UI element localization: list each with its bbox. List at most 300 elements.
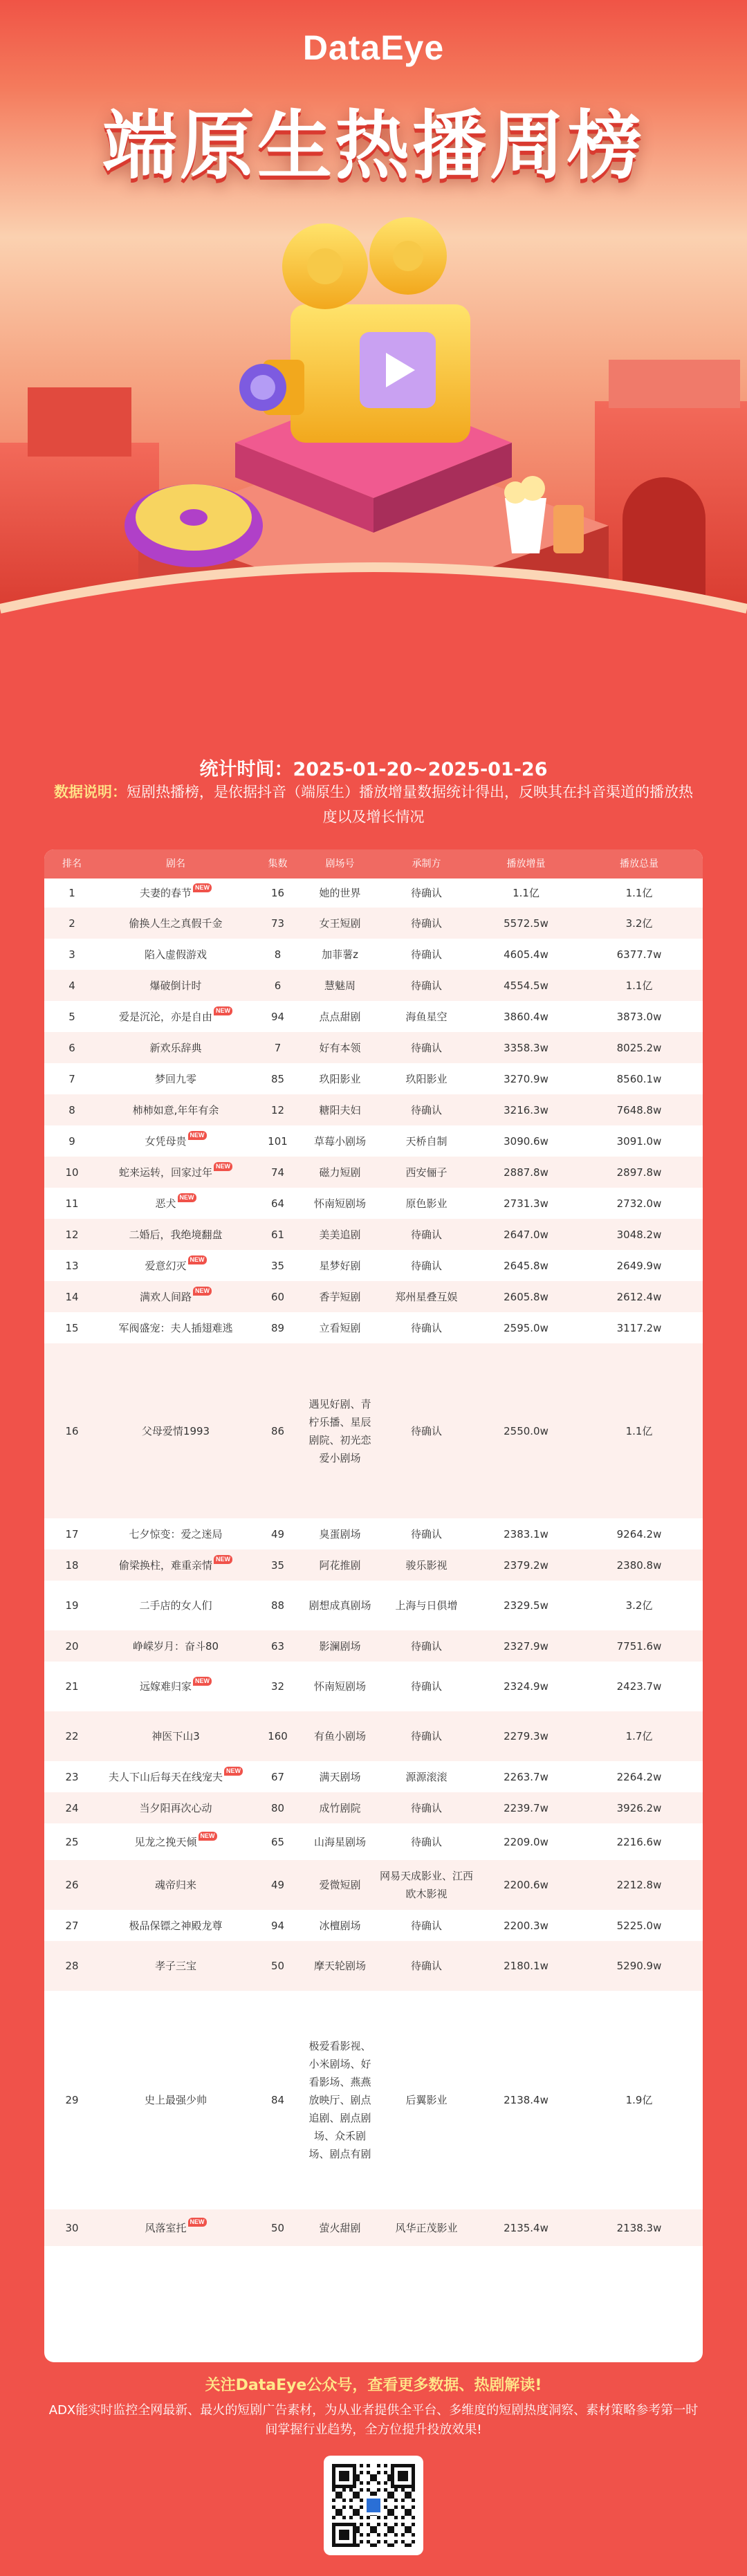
cell-play-total <box>575 2091 703 2109</box>
table-row <box>44 1662 703 1711</box>
cell-play-total <box>575 914 703 932</box>
cell-platform <box>304 1101 376 1119</box>
play-increase-text: 2550.0w <box>504 1424 548 1437</box>
table-row <box>44 1792 703 1823</box>
cell-platform <box>304 1319 376 1337</box>
cell-producer <box>376 1422 477 1440</box>
new-badge: NEW <box>188 2218 207 2227</box>
platform-text: 影澜剧场 <box>319 1639 361 1653</box>
table-row <box>44 1032 703 1063</box>
cell-title <box>100 1422 252 1440</box>
play-increase-text: 2209.0w <box>504 1835 548 1848</box>
episodes-text: 160 <box>268 1730 288 1742</box>
producer-text: 待确认 <box>410 1321 442 1334</box>
cell-play-increase <box>477 946 575 964</box>
producer-text: 待确认 <box>410 1730 442 1742</box>
cell-play-increase <box>477 1876 575 1894</box>
platform-text: 成竹剧院 <box>319 1801 361 1814</box>
cell-platform <box>304 1727 376 1745</box>
rank-text: 15 <box>65 1321 79 1334</box>
table-row <box>44 1941 703 1991</box>
cell-play-increase <box>477 1727 575 1745</box>
cell-episodes <box>252 1070 304 1088</box>
play-total-text: 3.2亿 <box>625 917 653 930</box>
cell-play-total <box>575 1525 703 1543</box>
table-body <box>44 878 703 2246</box>
episodes-text: 94 <box>270 1010 285 1023</box>
cell-platform <box>304 1525 376 1543</box>
producer-text: 待确认 <box>410 1103 442 1116</box>
rank-text: 14 <box>65 1290 79 1303</box>
play-total-text: 8025.2w <box>616 1041 662 1054</box>
platform-text: 香芋短剧 <box>319 1290 361 1303</box>
cell-rank <box>44 1799 100 1817</box>
platform-text: 星梦好剧 <box>319 1259 361 1272</box>
cell-play-total <box>575 1876 703 1894</box>
cell-play-increase <box>477 2219 575 2237</box>
cell-producer <box>376 1226 477 1244</box>
episodes-text: 6 <box>274 979 282 992</box>
cell-play-increase <box>477 1677 575 1695</box>
episodes-text: 84 <box>270 2094 285 2106</box>
col-producer: 承制方 <box>412 858 441 870</box>
col-title: 剧名 <box>166 858 185 870</box>
play-increase-text: 4605.4w <box>504 948 548 961</box>
play-increase-text: 2605.8w <box>504 1290 548 1303</box>
title-text: 军阀盛宠：夫人插翅难逃 <box>118 1321 233 1334</box>
table-row <box>44 1343 703 1518</box>
qr-code[interactable] <box>324 2456 423 2555</box>
period-label: 统计时间： <box>199 759 293 780</box>
page-title: 端原生热播周榜 <box>102 103 645 190</box>
play-increase-text: 5572.5w <box>504 917 548 930</box>
play-increase-text: 2383.1w <box>504 1527 548 1540</box>
producer-text: 待确认 <box>410 948 442 961</box>
cell-episodes <box>252 1257 304 1275</box>
title-text: 新欢乐辞典 <box>149 1041 202 1054</box>
play-increase-text: 2263.7w <box>504 1770 548 1783</box>
cell-play-total <box>575 1768 703 1786</box>
platform-text: 摩天轮剧场 <box>313 1960 366 1972</box>
play-increase-text: 3270.9w <box>504 1072 548 1085</box>
cell-title <box>100 1677 252 1695</box>
cell-platform <box>304 1677 376 1695</box>
cell-platform <box>304 1876 376 1894</box>
cell-rank <box>44 1226 100 1244</box>
cell-platform <box>304 1070 376 1088</box>
episodes-text: 73 <box>270 917 285 930</box>
episodes-text: 80 <box>270 1801 285 1814</box>
hero-banner <box>0 0 747 719</box>
cell-producer <box>376 1917 477 1935</box>
title-text: 远嫁难归家 <box>139 1680 192 1693</box>
platform-text: 剧想成真剧场 <box>308 1599 371 1612</box>
cell-episodes <box>252 1637 304 1655</box>
cell-platform <box>304 1008 376 1026</box>
play-total-text: 2264.2w <box>616 1770 662 1783</box>
table-row <box>44 1711 703 1761</box>
cell-play-increase <box>477 914 575 932</box>
cell-play-increase <box>477 977 575 995</box>
cell-platform <box>304 1163 376 1181</box>
period-value: 2025-01-20~2025-01-26 <box>293 759 548 780</box>
cell-play-total <box>575 1132 703 1150</box>
play-increase-text: 1.1亿 <box>513 887 540 899</box>
cell-title <box>100 1008 252 1026</box>
cell-title <box>100 1917 252 1935</box>
footer-cta: 关注DataEye公众号，查看更多数据、热剧解读! <box>205 2377 542 2394</box>
cell-title <box>100 914 252 932</box>
cell-platform <box>304 914 376 932</box>
desc-label: 数据说明： <box>54 784 127 800</box>
platform-text: 她的世界 <box>319 887 361 899</box>
table-row <box>44 1991 703 2209</box>
cell-title <box>100 1957 252 1975</box>
cell-play-total <box>575 977 703 995</box>
platform-text: 点点甜剧 <box>319 1010 361 1023</box>
rank-text: 2 <box>68 917 75 930</box>
play-total-text: 2216.6w <box>616 1835 662 1848</box>
cell-play-increase <box>477 1226 575 1244</box>
cell-rank <box>44 1957 100 1975</box>
platform-text: 山海星剧场 <box>313 1835 366 1848</box>
cell-episodes <box>252 1727 304 1745</box>
stat-period <box>0 754 747 781</box>
platform-text: 磁力短剧 <box>319 1166 361 1179</box>
cell-play-total <box>575 1597 703 1614</box>
play-increase-text: 2279.3w <box>504 1730 548 1742</box>
producer-text: 网易天成影业、江西欧木影视 <box>379 1870 473 1900</box>
platform-text: 冰檀剧场 <box>319 1919 361 1932</box>
producer-text: 待确认 <box>410 1680 442 1693</box>
cell-producer <box>376 1867 477 1903</box>
cell-play-total <box>575 1257 703 1275</box>
title-text: 梦回九零 <box>154 1072 196 1085</box>
rank-text: 11 <box>65 1197 79 1210</box>
rank-text: 30 <box>65 2221 79 2234</box>
episodes-text: 49 <box>270 1879 285 1891</box>
cell-rank <box>44 1677 100 1695</box>
cell-producer <box>376 1163 477 1181</box>
producer-text: 待确认 <box>410 1424 442 1437</box>
title-text: 偷梁换柱，难重亲情 <box>118 1558 212 1572</box>
cell-title <box>100 1257 252 1275</box>
title-text: 二手店的女人们 <box>139 1599 212 1612</box>
producer-text: 上海与日俱增 <box>395 1599 458 1612</box>
table-row <box>44 1157 703 1188</box>
cell-play-total <box>575 884 703 902</box>
platform-text: 臭蛋剧场 <box>319 1527 361 1540</box>
title-text: 偷换人生之真假千金 <box>129 917 223 930</box>
cell-platform <box>304 1132 376 1150</box>
table-row <box>44 908 703 939</box>
cell-rank <box>44 1008 100 1026</box>
cell-rank <box>44 2091 100 2109</box>
rank-text: 8 <box>68 1103 75 1116</box>
title-text: 父母爱情1993 <box>141 1424 210 1437</box>
rank-text: 28 <box>65 1960 79 1972</box>
title-text: 峥嵘岁月：奋斗80 <box>132 1639 219 1653</box>
cell-producer <box>376 1637 477 1655</box>
cell-episodes <box>252 1799 304 1817</box>
producer-text: 风华正茂影业 <box>395 2221 458 2234</box>
cell-producer <box>376 1768 477 1786</box>
producer-text: 后翼影业 <box>405 2094 448 2106</box>
cell-play-total <box>575 1008 703 1026</box>
play-increase-text: 2647.0w <box>504 1228 548 1241</box>
episodes-text: 12 <box>270 1103 285 1116</box>
producer-text: 待确认 <box>410 887 442 899</box>
rank-text: 3 <box>68 948 75 961</box>
new-badge: NEW <box>188 1131 207 1140</box>
cell-play-increase <box>477 1833 575 1851</box>
cell-play-increase <box>477 1422 575 1440</box>
play-increase-text: 2731.3w <box>504 1197 548 1210</box>
rank-text: 5 <box>68 1010 75 1023</box>
table-row <box>44 878 703 908</box>
table-row <box>44 1188 703 1219</box>
cell-play-increase <box>477 1319 575 1337</box>
cell-rank <box>44 1525 100 1543</box>
cell-play-increase <box>477 1195 575 1213</box>
episodes-text: 88 <box>270 1599 285 1612</box>
footer-text: ADX能实时监控全网最新、最火的短剧广告素材，为从业者提供全平台、多维度的短剧热度洞察、素材策略参考第一时间掌握行业趋势，全方位提升投放效果! <box>48 2403 699 2437</box>
title-text: 柿柿如意,年年有余 <box>132 1103 219 1116</box>
cell-producer <box>376 1727 477 1745</box>
producer-text: 待确认 <box>410 1919 442 1932</box>
play-total-text: 1.1亿 <box>625 1424 653 1437</box>
cell-rank <box>44 1637 100 1655</box>
cell-episodes <box>252 1876 304 1894</box>
cell-rank <box>44 884 100 902</box>
cell-title <box>100 946 252 964</box>
episodes-text: 49 <box>270 1527 285 1540</box>
title-text: 蛇来运转，回家过年 <box>118 1166 212 1179</box>
play-total-text: 2212.8w <box>616 1879 662 1891</box>
cell-rank <box>44 1132 100 1150</box>
rank-text: 20 <box>65 1639 79 1653</box>
table-header <box>44 849 703 878</box>
platform-text: 怀南短剧场 <box>313 1680 366 1693</box>
cell-play-increase <box>477 1288 575 1306</box>
cell-play-total <box>575 1556 703 1574</box>
platform-text: 玖阳影业 <box>319 1072 361 1085</box>
cell-platform <box>304 1395 376 1467</box>
cell-rank <box>44 1876 100 1894</box>
cell-producer <box>376 977 477 995</box>
new-badge: NEW <box>199 1832 217 1841</box>
play-total-text: 3873.0w <box>616 1010 662 1023</box>
cell-platform <box>304 884 376 902</box>
play-total-text: 3.2亿 <box>625 1599 653 1612</box>
cell-play-total <box>575 946 703 964</box>
title-text: 女凭母贵 <box>145 1134 187 1148</box>
table-row <box>44 1761 703 1792</box>
cell-play-increase <box>477 1556 575 1574</box>
cell-producer <box>376 1556 477 1574</box>
rank-text: 22 <box>65 1730 79 1742</box>
title-text: 魂帝归来 <box>154 1879 196 1891</box>
cell-title <box>100 1070 252 1088</box>
play-increase-text: 2200.3w <box>504 1919 548 1932</box>
cell-platform <box>304 1768 376 1786</box>
table-row <box>44 1094 703 1125</box>
cell-play-increase <box>477 1070 575 1088</box>
table-row <box>44 1860 703 1910</box>
cell-platform <box>304 1917 376 1935</box>
new-badge: NEW <box>214 1162 232 1171</box>
cell-rank <box>44 1070 100 1088</box>
col-play-total: 播放总量 <box>620 858 658 870</box>
desc-text: 短剧热播榜，是依据抖音（端原生）播放增量数据统计得出，反映其在抖音渠道的播放热度以及增长情况 <box>127 784 693 825</box>
episodes-text: 94 <box>270 1919 285 1932</box>
platform-text: 怀南短剧场 <box>313 1197 366 1210</box>
platform-text: 女王短剧 <box>319 917 361 930</box>
cell-producer <box>376 1957 477 1975</box>
cell-platform <box>304 1195 376 1213</box>
cell-producer <box>376 1008 477 1026</box>
producer-text: 待确认 <box>410 1835 442 1848</box>
col-episodes: 集数 <box>268 858 288 870</box>
table-row <box>44 1312 703 1343</box>
cell-producer <box>376 1799 477 1817</box>
cell-episodes <box>252 884 304 902</box>
cell-play-total <box>575 1917 703 1935</box>
cell-episodes <box>252 977 304 995</box>
producer-text: 待确认 <box>410 979 442 992</box>
episodes-text: 8 <box>274 948 282 961</box>
play-increase-text: 2324.9w <box>504 1680 548 1693</box>
new-badge: NEW <box>193 1677 212 1686</box>
cell-rank <box>44 2219 100 2237</box>
cell-title <box>100 1556 252 1574</box>
producer-text: 待确认 <box>410 1960 442 1972</box>
rank-text: 21 <box>65 1680 79 1693</box>
platform-text: 加菲薯z <box>322 948 358 961</box>
play-increase-text: 2180.1w <box>504 1960 548 1972</box>
cell-play-increase <box>477 1917 575 1935</box>
cell-title <box>100 1163 252 1181</box>
cell-play-increase <box>477 1957 575 1975</box>
cell-rank <box>44 946 100 964</box>
cell-episodes <box>252 1957 304 1975</box>
episodes-text: 86 <box>270 1424 285 1437</box>
cell-episodes <box>252 1525 304 1543</box>
cell-play-increase <box>477 1008 575 1026</box>
rank-text: 23 <box>65 1770 79 1783</box>
cell-play-total <box>575 1319 703 1337</box>
cell-title <box>100 1319 252 1337</box>
episodes-text: 74 <box>270 1166 285 1179</box>
table-row <box>44 1549 703 1581</box>
cell-producer <box>376 946 477 964</box>
play-increase-text: 2595.0w <box>504 1321 548 1334</box>
platform-text: 草莓小剧场 <box>313 1134 366 1148</box>
cell-episodes <box>252 914 304 932</box>
new-badge: NEW <box>178 1193 196 1202</box>
cell-play-total <box>575 1727 703 1745</box>
episodes-text: 16 <box>270 887 285 899</box>
new-badge: NEW <box>224 1767 243 1776</box>
cell-producer <box>376 1319 477 1337</box>
rank-text: 18 <box>65 1558 79 1572</box>
play-increase-text: 3216.3w <box>504 1103 548 1116</box>
title-text: 夫妻的春节 <box>139 887 192 899</box>
table-row <box>44 970 703 1001</box>
cell-producer <box>376 2091 477 2109</box>
producer-text: 待确认 <box>410 1801 442 1814</box>
episodes-text: 64 <box>270 1197 285 1210</box>
cell-play-increase <box>477 1597 575 1614</box>
cell-platform <box>304 1039 376 1057</box>
cell-play-increase <box>477 1039 575 1057</box>
cell-platform <box>304 977 376 995</box>
rank-text: 10 <box>65 1166 79 1179</box>
play-increase-text: 4554.5w <box>504 979 548 992</box>
cell-rank <box>44 914 100 932</box>
producer-text: 待确认 <box>410 1259 442 1272</box>
cell-episodes <box>252 1597 304 1614</box>
cell-title <box>100 2091 252 2109</box>
cell-play-total <box>575 1799 703 1817</box>
producer-text: 待确认 <box>410 1041 442 1054</box>
cell-rank <box>44 1288 100 1306</box>
title-text: 当夕阳再次心动 <box>139 1801 212 1814</box>
cell-platform <box>304 946 376 964</box>
cell-play-increase <box>477 2091 575 2109</box>
play-total-text: 3926.2w <box>616 1801 662 1814</box>
cell-play-increase <box>477 1132 575 1150</box>
cell-play-total <box>575 1637 703 1655</box>
cell-title <box>100 1525 252 1543</box>
play-total-text: 2612.4w <box>616 1290 662 1303</box>
title-text: 见龙之挽天倾 <box>134 1835 197 1848</box>
platform-text: 糖阳夫妇 <box>319 1103 361 1116</box>
cell-episodes <box>252 1422 304 1440</box>
table-row <box>44 1063 703 1094</box>
cell-title <box>100 1876 252 1894</box>
play-total-text: 2649.9w <box>616 1259 662 1272</box>
title-text: 七夕惊变：爱之迷局 <box>129 1527 223 1540</box>
producer-text: 待确认 <box>410 1639 442 1653</box>
cell-episodes <box>252 1319 304 1337</box>
play-total-text: 2732.0w <box>616 1197 662 1210</box>
platform-text: 美美追剧 <box>319 1228 361 1241</box>
cell-rank <box>44 977 100 995</box>
cell-platform <box>304 2219 376 2237</box>
cell-play-total <box>575 1163 703 1181</box>
cell-producer <box>376 1257 477 1275</box>
new-badge: NEW <box>193 1287 212 1296</box>
cell-title <box>100 1101 252 1119</box>
play-increase-text: 2138.4w <box>504 2094 548 2106</box>
cell-platform <box>304 1833 376 1851</box>
cell-play-total <box>575 1288 703 1306</box>
platform-text: 满天剧场 <box>319 1770 361 1783</box>
title-text: 夫人下山后每天在线宠夫 <box>108 1770 223 1783</box>
cell-rank <box>44 1319 100 1337</box>
cell-episodes <box>252 1288 304 1306</box>
rank-text: 9 <box>68 1134 75 1148</box>
producer-text: 玖阳影业 <box>405 1072 448 1085</box>
producer-text: 骏乐影视 <box>405 1558 448 1572</box>
table-row <box>44 1910 703 1941</box>
cell-platform <box>304 1799 376 1817</box>
play-total-text: 7751.6w <box>616 1639 662 1653</box>
brand-logo: DataEye <box>302 28 445 67</box>
rank-text: 29 <box>65 2094 79 2106</box>
play-total-text: 2897.8w <box>616 1166 662 1179</box>
